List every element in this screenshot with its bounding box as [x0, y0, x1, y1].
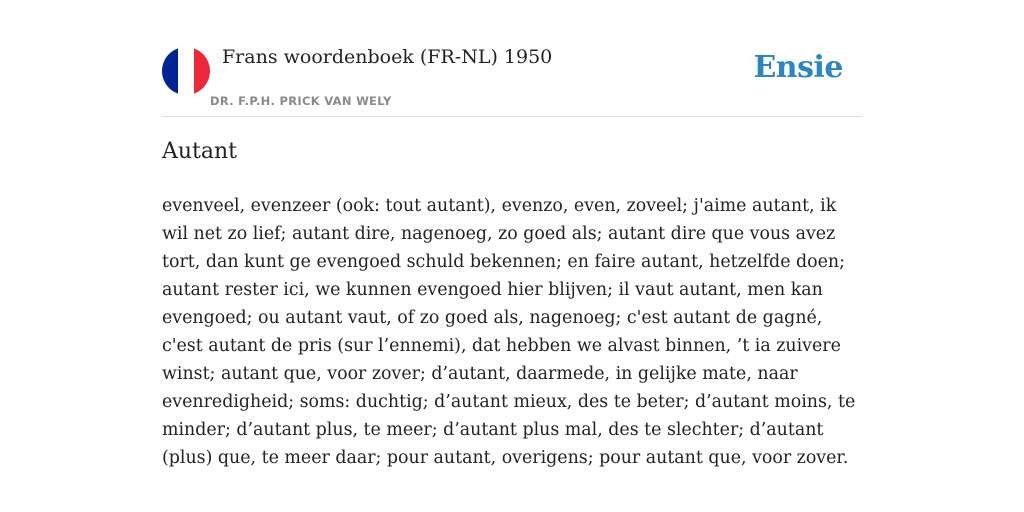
flag-stripe-blue — [162, 47, 178, 95]
entry-definition: evenveel, evenzeer (ook: tout autant), evenzo, even, zoveel; j'aime autant, ik wil net zo lief; autant dire, nagenoeg, zo goed als; autant dire que vous avez tort, dan kunt ge evengoed schuld bekennen; en faire autant, hetzelfde doen; autant rester ici, we kunnen evengoed hier blijven; il vaut autant, men kan evengoed; ou autant vaut, of zo goed als, nagenoeg; c'est autant de gagné, c'est autant de pris (sur l’ennemi), dat hebben we alvast binnen, ’t ia zuivere winst; autant que, voor zover; d’autant, daarmede, in gelijke mate, naar evenredigheid; soms: duchtig; d’autant mieux, des te beter; d’autant moins, te minder; d’autant plus, te meer; d’autant plus mal, des te slechter; d’autant (plus) que, te meer daar; pour autant, overigens; pour autant que, voor zover. — [162, 196, 856, 468]
dictionary-title[interactable]: Frans woordenboek (FR-NL) 1950 — [222, 46, 553, 68]
flag-stripe-red — [194, 47, 210, 95]
flag-stripe-white — [178, 47, 194, 95]
brand-logo[interactable]: Ensie — [753, 50, 843, 85]
entry-term: Autant — [162, 139, 238, 164]
header — [162, 40, 862, 117]
french-flag-icon — [162, 47, 210, 95]
dictionary-author: DR. F.P.H. PRICK VAN WELY — [210, 94, 392, 108]
